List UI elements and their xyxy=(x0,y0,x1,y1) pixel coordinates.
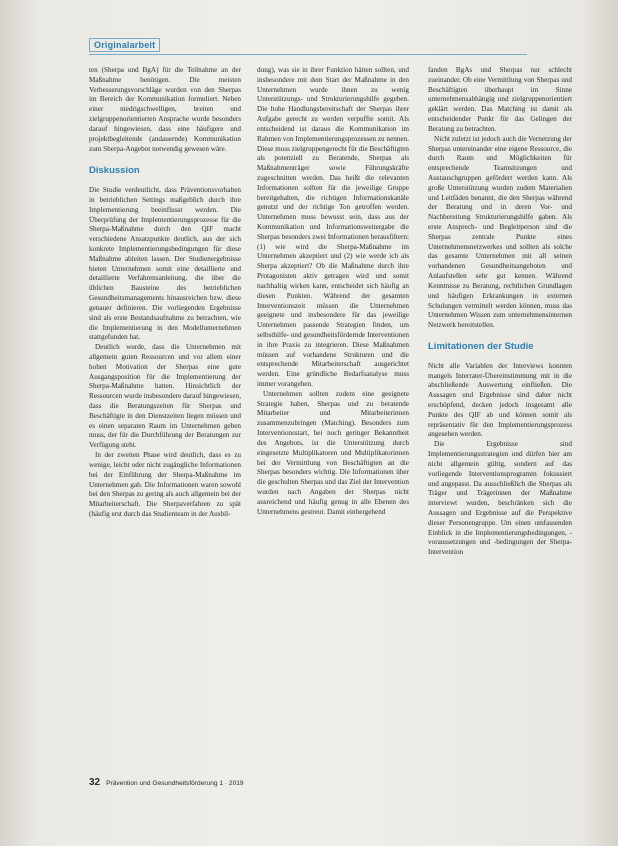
body-paragraph: In der zweiten Phase wird deutlich, dass es zu wenige, leicht oder nicht zugängliche Informationen bei der Einführung der Sherpa-Maßnahme im Unternehmen gab. Die Informationen waren sowohl bei den Sherpas zu gering als auch allgemein bei der Mitarbeiterschaft. Die Sherpaverfahren zu spät (häufig erst durch das Studienteam in der Ausbil- xyxy=(89,451,241,518)
text-column-2 xyxy=(257,66,409,517)
body-paragraph: Deutlich wurde, dass die Unternehmen mit allgemein guten Ressourcen und vor allem einer hohen Motivation der Sherpas eine gute Ausgangsposition für die Implementierung der Sherpa-Maßnahme hatten. Hinsichtlich der Ressourcen wurde insbesondere darauf hingewiesen, dass die Beratungszeiten für Sherpas und Beschäftigte in den Dienstzeiten liegen müssen und es einen separaten Raum im Unternehmen geben muss, der für die Durchführung der Beratungen zur Verfügung steht. xyxy=(89,343,241,450)
page-number: 32 xyxy=(89,777,101,788)
section-label: Originalarbeit xyxy=(89,38,160,52)
body-paragraph: Nicht alle Variablen der Interviews konnten mangels Interrater-Übereinstimmung mit in die abschließende Auswertung einfließen. Die Aussagen und Ergebnisse sind daher nicht erschöpfend, decken jedoch insgesamt alle Punkte des QIF ab und können somit als repräsentativ für den Implementierungsprozess angesehen werden. xyxy=(428,361,572,439)
body-paragraph: Nicht zuletzt ist jedoch auch die Vernetzung der Sherpas untereinander eine eigene Ressource, die durch Raum und Möglichkeiten für entsprechende Teamsitzungen und Austauschgruppen gefördert werden kann. Als große Unterstützung wurden zudem Materialien und Leitfäden benannt, die den Sherpas während der Beratung und in deren Vor- und Nachbereitung Strukturierungshilfe gaben. Als erste Ansprech- und Begleitperson sind die Sherpas zentrale Punkte eines Unternehmensnetzwerkes und sollten als solche das gesamte Unternehmen mit all seinen vorhandenen Gesundheitsangeboten und Anlaufstellen sehr gut kennen. Während Kenntnisse zu Beratung, rechtlichen Grundlagen und häufigen Erkrankungen in externen Schulungen vermittelt werden können, muss das Unternehmen Wissen zum unternehmensinternen Netzwerk bereitstellen. xyxy=(428,134,572,330)
body-paragraph: fanden BgAs und Sherpas nur schlecht zueinander. Ob eine Vermittlung von Sherpas und Beschäftigten überhaupt im Sinne unternehmensabhängig und zielgruppenorientiert geklärt werden. Das Matching ist damit als entscheidender Punkt für das Gelingen der Beratung zu betrachten. xyxy=(428,66,572,133)
header-rule xyxy=(89,54,527,55)
section-heading: Limitationen der Studie xyxy=(428,340,534,352)
body-paragraph: Die Ergebnisse sind Implementierungsstrategien und dürfen hier am nicht allgemein gültig, sondern auf das vorliegende Interventionsprogramm fokussiert und angepasst. Da ausschließlich die Sherpas als Träger und Trägerinnen der Maßnahme interviewt wurden, beschränken sich die Aussagen und Ergebnisse auf die Perspektive dieser Personengruppe. Um einen umfassenden Einblick in die Implementierungsbedingungen, -voraussetzungen und -bedingungen der Sherpa-Intervention xyxy=(428,440,572,557)
page-footer xyxy=(89,777,244,791)
section-heading: Diskussion xyxy=(89,165,140,177)
body-paragraph: dung), was sie in ihrer Funktion hätten sollten, und insbesondere mit dem Start der Maßnahme in den Unternehmen wurde ihnen zu wenig Unterstützungs- und Strukturierungshilfe gegeben. Die hohe Handlungsbereitschaft der Sherpas ihrer Aufgabe gerecht zu werden verpuffte somit. Als entscheidend ist daraus die Kommunikation im Rahmen von Implementierungsprozessen zu nennen. Diese muss zielgruppengerecht für die Beschäftigten als potenziell zu Beratende, Sherpas als Maßnahmenträger sowie Führungskräfte zugeschnitten werden. Das heißt die relevanten Informationen sollten für die jeweilige Gruppe bereitgehalten, die richtigen Informationskanäle genutzt und der richtige Ton getroffen werden. Unternehmen muss bewusst sein, dass aus der Kommunikation und Informationsweitergabe die Sherpas besonders zwei Informationen herausfiltern: (1) wie wird die Sherpa-Maßnahme im Unternehmen akzeptiert und (2) wie werde ich als Sherpa akzeptiert? Ob die Maßnahme durch ihre Protagonisten aktiv getragen wird und somit nachhaltig wirken kann, entscheidet sich häufig an diesen Punkten. Während der gesamten Interventionszeit müssen die Unternehmen geeignete und insbesondere für das jeweilige Unternehmen passende Strategien finden, um selbsthilfe- und gesundheitsfördernde Interventionen in ihre Praxis zu integrieren. Diese Maßnahmen müssen auf vorhandene Strukturen und die entsprechende Mitarbeiterschaft ausgerichtet werden. Eine gründliche Bedarfsanalyse muss immer vorangehen. xyxy=(257,66,409,388)
body-paragraph: Unternehmen sollten zudem eine geeignete Strategie haben, Sherpas und zu beratende Mitarbeiter und Mitarbeiterinnen zusammenzubringen (Matching). Besonders zum Interventionsstart, bei noch geringer Bekanntheit des Angebots, ist die Unterstützung durch eingesetzte Multiplikatoren und Multiplikatorinnen bei der Vermittlung von Beschäftigten an die Sherpas besonders wichtig. Die Informationen über die geschulten Sherpas und das Ziel der Intervention wurden nach Angaben der Sherpas nicht ausreichend und häufig genug in alle Ebenen des Unternehmens gestreut. Damit einhergehend xyxy=(257,389,409,516)
text-column-1 xyxy=(89,66,241,520)
text-column-3 xyxy=(428,66,572,558)
body-paragraph: ten (Sherpa und BgA) für die Teilnahme an der Maßnahme benötigen. Die meisten Verbesserungsvorschläge wurden von den Sherpas im Bereich der Kommunikation formuliert. Neben einer niedrigschwelligen, breiten und zielgruppenorientierten Ansprache wurde besonders darauf hingewiesen, dass eine häufigere und projektbegleitende (andauernde) Kommunikation zum Sherpa-Angebot notwendig gewesen wäre. xyxy=(89,66,241,153)
body-paragraph: Die Studie verdeutlicht, dass Präventionsvorhaben in betrieblichen Settings maßgeblich durch ihre Implementierung beeinflusst werden. Die Überprüfung der Implementierungsprozesse für die Sherpa-Maßnahme durch den QIF macht verschiedene Ansatzpunkte deutlich, aus der sich konkrete Implementierungsbedingungen für diese Maßnahme ableiten lassen. Der Studienergebnisse bieten Unternehmen somit eine detaillierte und detaillierte Verfahrensanleitung, die über die üblichen Bausteine des betrieblichen Gesundheitsmanagements hinausreichen bzw. diese genauer definieren. Die vorliegenden Ergebnisse sind als erste Bestandsaufnahme zu betrachten, wie die Implementierung in den Modellunternehmen stattgefunden hat. xyxy=(89,186,241,342)
journal-citation: Prävention und Gesundheitsförderung 1 · 2019 xyxy=(106,780,244,787)
